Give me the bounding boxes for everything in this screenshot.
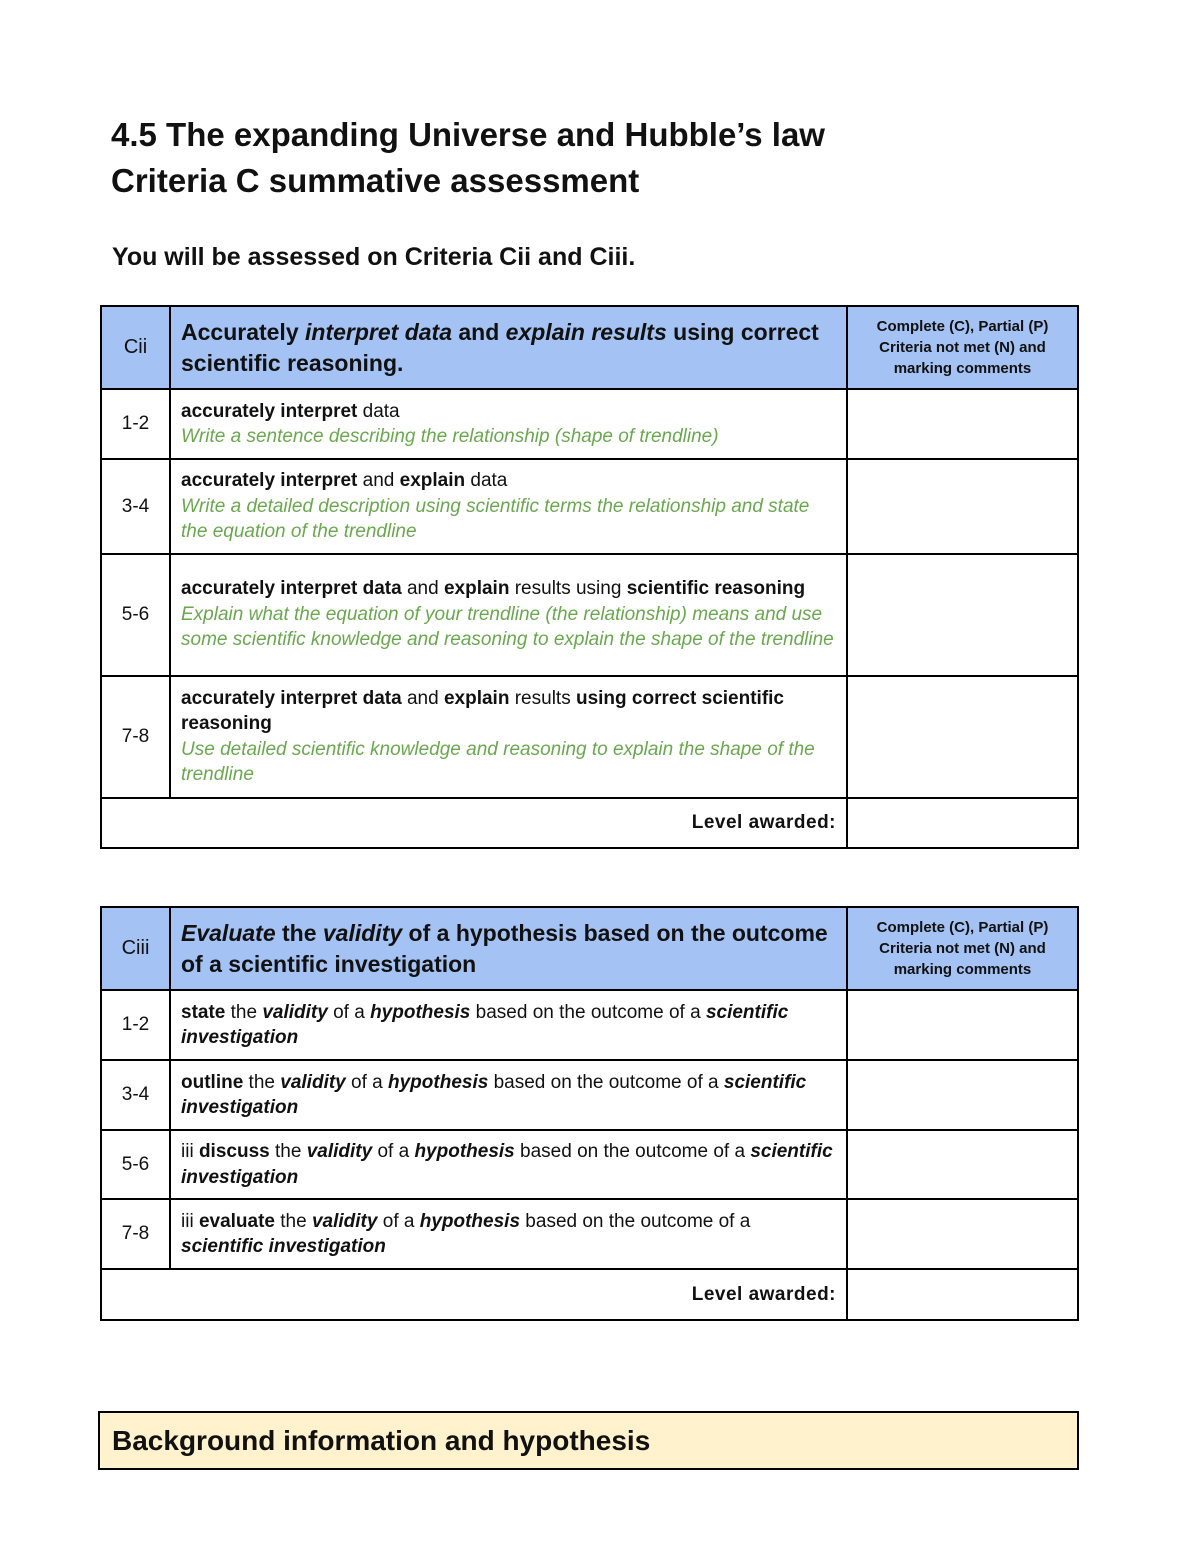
- marking-comment-cell[interactable]: [847, 389, 1078, 459]
- marking-comment-cell[interactable]: [847, 676, 1078, 798]
- level-descriptor: accurately interpret data Write a sentence describing the relationship (shape of trendline): [170, 389, 847, 459]
- table-row: [101, 389, 1078, 459]
- guidance-text: Write a sentence describing the relationship (shape of trendline): [181, 426, 719, 447]
- level-descriptor: accurately interpret data and explain results using correct scientific reasoning Use detailed scientific knowledge and reasoning to explain the shape of the trendline: [170, 676, 847, 798]
- ciii-header-row: [101, 907, 1078, 990]
- table-row: [101, 1130, 1078, 1199]
- level-awarded-cell[interactable]: [847, 798, 1078, 848]
- cii-header-row: [101, 306, 1078, 389]
- marking-comment-cell[interactable]: [847, 459, 1078, 554]
- title-line-1: 4.5 The expanding Universe and Hubble’s law: [111, 116, 825, 153]
- title-line-2: Criteria C summative assessment: [111, 162, 640, 199]
- guidance-text: Use detailed scientific knowledge and reasoning to explain the shape of the trendline: [181, 738, 815, 785]
- level-descriptor: outline the validity of a hypothesis based on the outcome of a scientific investigation: [170, 1060, 847, 1130]
- level-descriptor: accurately interpret data and explain results using scientific reasoning Explain what the equation of your trendline (the relationship) means and use some scientific knowledge and reasoning to explain the shape of the trendline: [170, 554, 847, 676]
- marking-comment-cell[interactable]: [847, 990, 1078, 1060]
- level-awarded-row: [101, 798, 1078, 848]
- level-label: 3-4: [101, 1060, 170, 1130]
- marking-comment-cell[interactable]: [847, 1130, 1078, 1199]
- ciii-complete-header: Complete (C), Partial (P) Criteria not met (N) and marking comments: [847, 907, 1078, 990]
- level-descriptor: state the validity of a hypothesis based on the outcome of a scientific investigation: [170, 990, 847, 1060]
- table-row: [101, 1060, 1078, 1130]
- table-row: [101, 676, 1078, 798]
- ciii-rubric-table: [100, 906, 1079, 1321]
- guidance-text: Explain what the equation of your trendline (the relationship) means and use some scientific knowledge and reasoning to explain the shape of the trendline: [181, 603, 834, 651]
- marking-comment-cell[interactable]: [847, 1199, 1078, 1269]
- marking-comment-cell[interactable]: [847, 1060, 1078, 1130]
- level-label: 5-6: [101, 554, 170, 676]
- level-label: 1-2: [101, 389, 170, 459]
- table-row: [101, 990, 1078, 1060]
- level-descriptor: iii evaluate the validity of a hypothesis based on the outcome of a scientific investigation: [170, 1199, 847, 1269]
- marking-comment-cell[interactable]: [847, 554, 1078, 676]
- table-row: [101, 1199, 1078, 1269]
- ciii-criterion-title: Evaluate the validity of a hypothesis based on the outcome of a scientific investigation: [170, 907, 847, 990]
- level-label: 3-4: [101, 459, 170, 554]
- level-awarded-cell[interactable]: [847, 1269, 1078, 1320]
- cii-rubric-table: [100, 305, 1079, 849]
- level-descriptor: accurately interpret and explain data Write a detailed description using scientific terms the relationship and state the equation of the trendline: [170, 459, 847, 554]
- cii-code: Cii: [101, 306, 170, 389]
- level-label: 7-8: [101, 1199, 170, 1269]
- level-descriptor: iii discuss the validity of a hypothesis based on the outcome of a scientific investigation: [170, 1130, 847, 1199]
- level-awarded-label: Level awarded:: [101, 798, 847, 848]
- guidance-text: Write a detailed description using scientific terms the relationship and state the equation of the trendline: [181, 495, 810, 542]
- background-section-header: [98, 1411, 1079, 1470]
- level-awarded-label: Level awarded:: [101, 1269, 847, 1320]
- table-row: [101, 554, 1078, 676]
- level-label: 7-8: [101, 676, 170, 798]
- level-awarded-row: [101, 1269, 1078, 1320]
- ciii-code: Ciii: [101, 907, 170, 990]
- assessment-note: You will be assessed on Criteria Cii and Ciii.: [112, 243, 636, 271]
- table-row: [101, 459, 1078, 554]
- level-label: 5-6: [101, 1130, 170, 1199]
- level-label: 1-2: [101, 990, 170, 1060]
- document-title: [111, 112, 825, 204]
- cii-criterion-title: Accurately interpret data and explain results using correct scientific reasoning.: [170, 306, 847, 389]
- cii-complete-header: Complete (C), Partial (P) Criteria not met (N) and marking comments: [847, 306, 1078, 389]
- background-heading: Background information and hypothesis: [112, 1425, 651, 1456]
